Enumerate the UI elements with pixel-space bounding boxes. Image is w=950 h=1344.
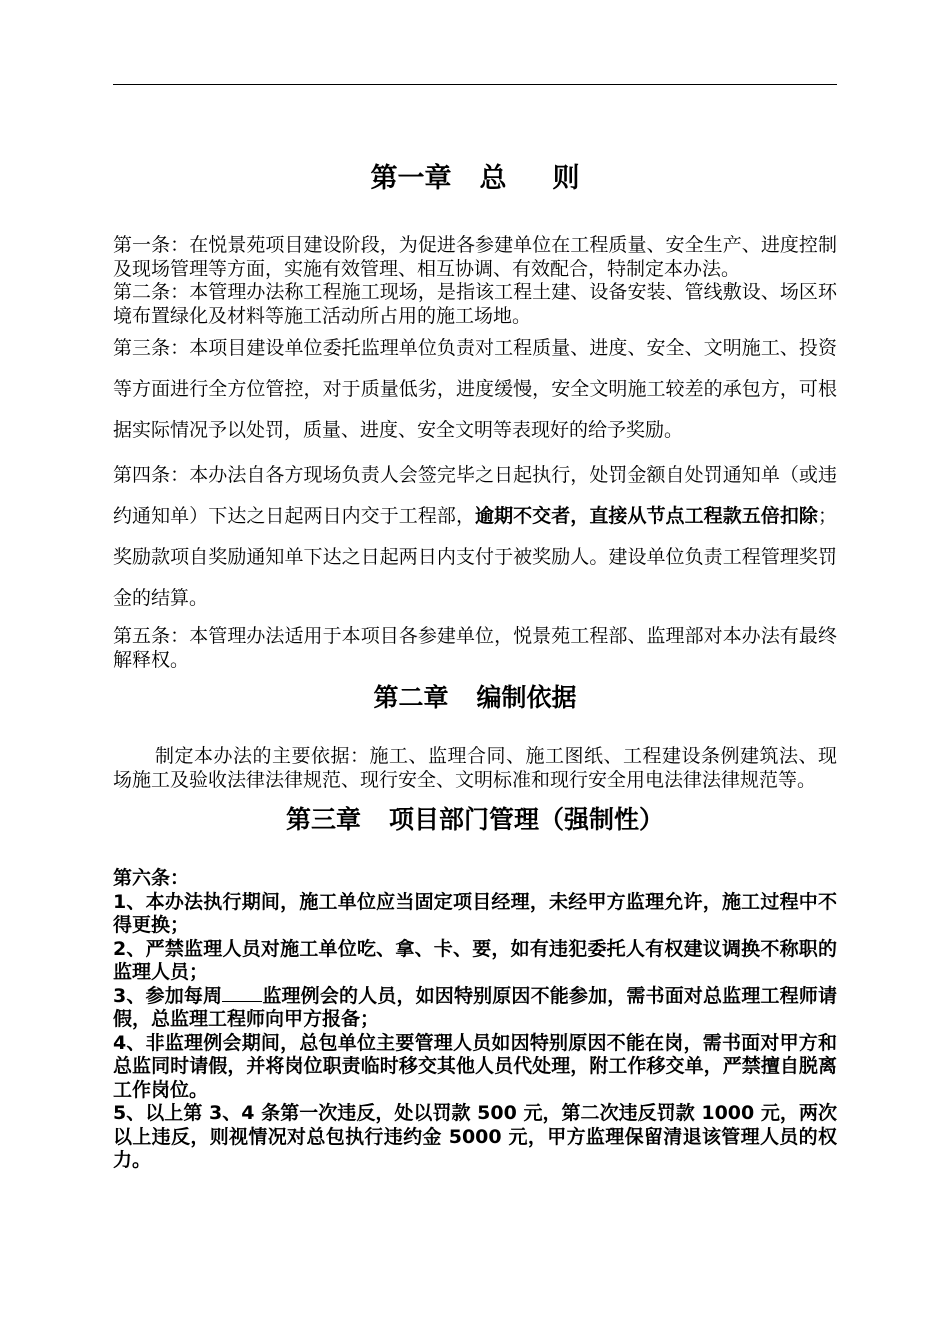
- article-6-item-3: [113, 985, 837, 1032]
- article-5: 第五条：本管理办法适用于本项目各参建单位，悦景苑工程部、监理部对本办法有最终解释权。: [113, 625, 837, 671]
- basis-paragraph: 制定本办法的主要依据：施工、监理合同、施工图纸、工程建设条例建筑法、现场施工及验收法律法律规范、现行安全、文明标准和现行安全用电法律法律规范等。: [113, 745, 837, 791]
- document-page: [113, 150, 837, 1173]
- chapter-3-title: [113, 806, 837, 834]
- article-6-item-3-start: 3、参加每周: [113, 984, 223, 1007]
- chapter-2-name: 编制依据: [476, 683, 577, 712]
- article-6-title: 第六条：: [113, 867, 190, 889]
- article-2: 第二条：本管理办法称工程施工现场，是指该工程土建、设备安装、管线敷设、场区环境布置绿化及材料等施工活动所占用的施工场地。: [113, 281, 837, 327]
- article-6: [113, 867, 837, 1173]
- article-6-item-2: 2、严禁监理人员对施工单位吃、拿、卡、要，如有违犯委托人有权建议调换不称职的监理人员；: [113, 937, 837, 983]
- header-rule: [113, 84, 837, 85]
- article-1: 第一条：在悦景苑项目建设阶段，为促进各参建单位在工程质量、安全生产、进度控制及现场管理等方面，实施有效管理、相互协调、有效配合，特制定本办法。: [113, 234, 837, 280]
- article-4-bold-penalty: 逾期不交者，直接从节点工程款五倍扣除: [475, 505, 818, 527]
- chapter-2-label: 第二章: [373, 683, 449, 712]
- chapter-1-word-2: 则: [552, 163, 580, 194]
- chapter-3-name: 项目部门管理（强制性）: [389, 805, 665, 834]
- article-6-item-4: 4、非监理例会期间，总包单位主要管理人员如因特别原因不能在岗，需书面对甲方和总监同时请假，并将岗位职责临时移交其他人员代处理，附工作移交单，严禁擅自脱离工作岗位。: [113, 1031, 837, 1101]
- chapter-1-title: [113, 164, 837, 194]
- article-4: [113, 455, 837, 619]
- article-4-text-start: 第四条：本办法自各方现场负责人会签完毕之日起执行，处罚金额自处罚通知单（或违约通知单）下达之日起两日内交于工程部，: [113, 464, 837, 527]
- article-4-text-end: ；奖励款项自奖励通知单下达之日起两日内支付于被奖励人。建设单位负责工程管理奖罚金的结算。: [113, 505, 837, 609]
- article-6-item-3-end: 监理例会的人员，如因特别原因不能参加，需书面对总监理工程师请假，总监理工程师向甲方报备；: [113, 984, 837, 1030]
- chapter-3-label: 第三章: [285, 805, 361, 834]
- chapter-1-label: 第一章: [370, 163, 452, 194]
- article-6-item-5: 5、以上第 3、4 条第一次违反，处以罚款 500 元，第二次违反罚款 1000 元，两次以上违反，则视情况对总包执行违约金 5000 元，甲方监理保留清退该管理人员的权力。: [113, 1102, 837, 1171]
- article-6-item-1: 1、本办法执行期间，施工单位应当固定项目经理，未经甲方监理允许，施工过程中不得更换；: [113, 890, 837, 936]
- blank-underline: [222, 985, 262, 1002]
- chapter-2-title: [113, 684, 837, 712]
- chapter-1-word-1: 总: [479, 163, 507, 194]
- article-3: 第三条：本项目建设单位委托监理单位负责对工程质量、进度、安全、文明施工、投资等方面进行全方位管控，对于质量低劣，进度缓慢，安全文明施工较差的承包方，可根据实际情况予以处罚，质量、进度、安全文明等表现好的给予奖励。: [113, 337, 837, 441]
